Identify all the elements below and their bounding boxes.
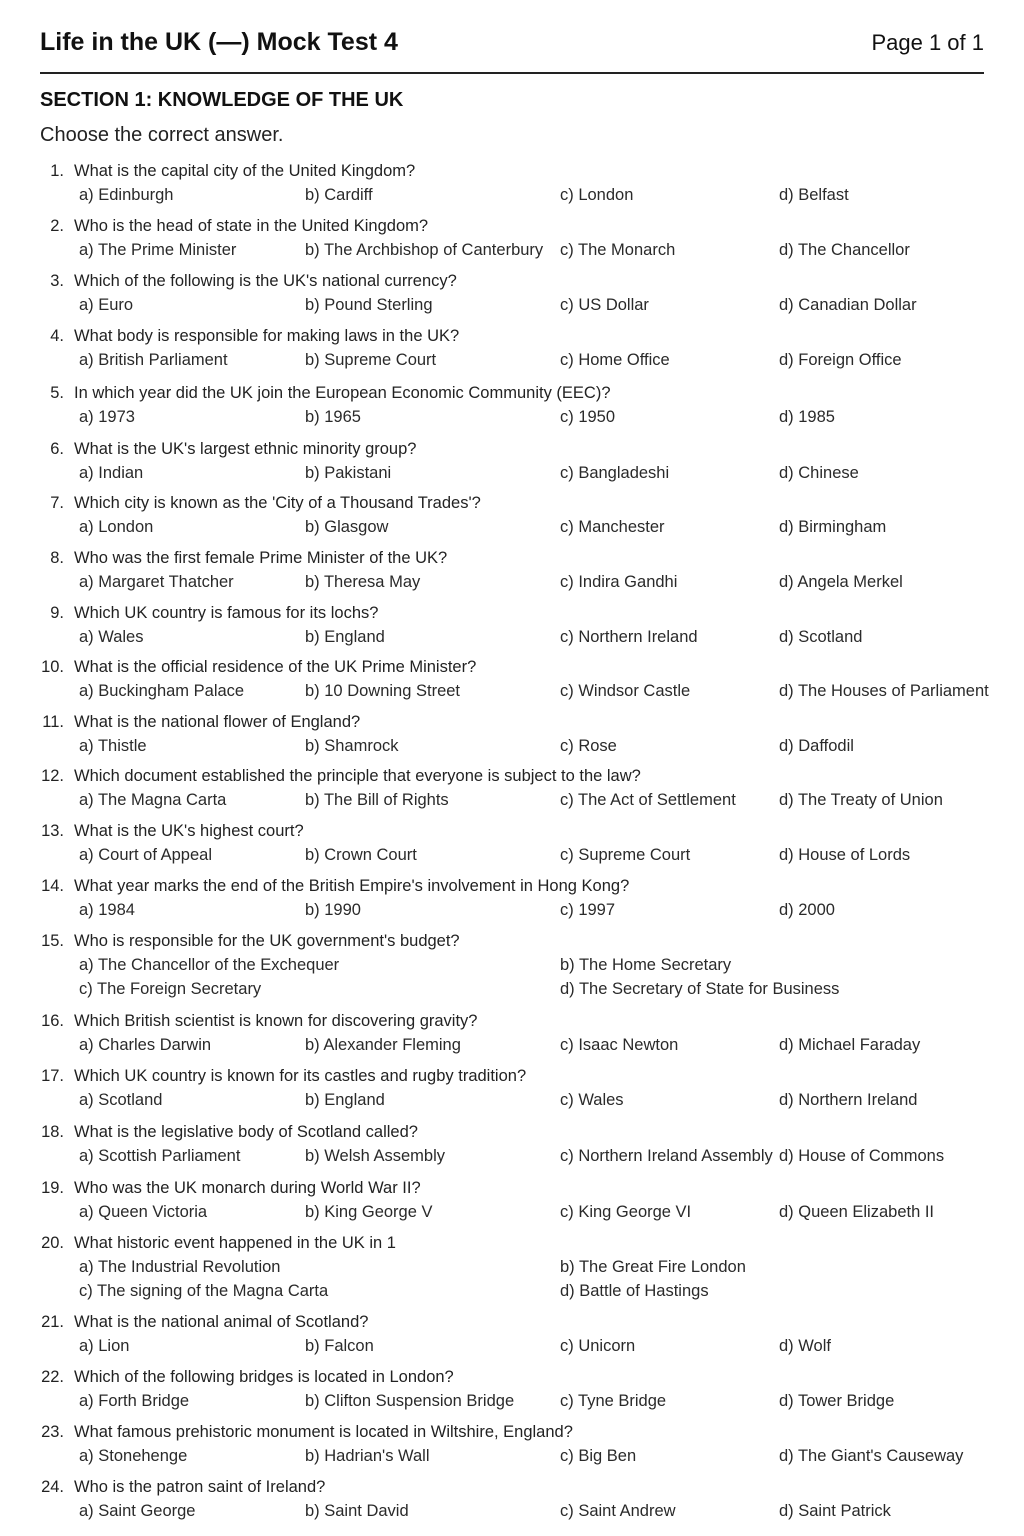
question-text: Who was the UK monarch during World War II?: [74, 1179, 421, 1197]
answer-option[interactable]: c) Wales: [560, 1091, 624, 1109]
document-title: Life in the UK (—) Mock Test 4: [40, 28, 398, 56]
answer-option[interactable]: b) Welsh Assembly: [305, 1147, 445, 1165]
answer-option[interactable]: c) Unicorn: [560, 1337, 636, 1355]
answer-option[interactable]: d) 2000: [779, 901, 835, 919]
question-number: 10.: [41, 658, 64, 676]
answer-option[interactable]: d) Saint Patrick: [779, 1502, 891, 1520]
answer-option[interactable]: d) The Houses of Parliament: [779, 682, 989, 700]
answer-option[interactable]: c) Rose: [560, 737, 617, 755]
answer-option[interactable]: a) Court of Appeal: [79, 846, 212, 864]
question-text: Who is the patron saint of Ireland?: [74, 1478, 326, 1496]
answer-option[interactable]: d) House of Lords: [779, 846, 911, 864]
answer-option[interactable]: c) King George VI: [560, 1203, 692, 1221]
answer-option[interactable]: a) The Magna Carta: [79, 791, 227, 809]
question-number: 5.: [50, 384, 64, 402]
question-text: What body is responsible for making laws in the UK?: [74, 327, 460, 345]
answer-option[interactable]: c) Indira Gandhi: [560, 573, 678, 591]
answer-option[interactable]: b) The Archbishop of Canterbury: [305, 241, 544, 259]
answer-option[interactable]: d) Battle of Hastings: [560, 1282, 709, 1300]
answer-option[interactable]: a) London: [79, 518, 154, 536]
question-number: 1.: [50, 162, 64, 180]
answer-option[interactable]: b) 1990: [305, 901, 361, 919]
question-text: What year marks the end of the British Empire's involvement in Hong Kong?: [74, 877, 630, 895]
question-text: Which city is known as the 'City of a Thousand Trades'?: [74, 494, 481, 512]
answer-option[interactable]: a) Lion: [79, 1337, 130, 1355]
instructions: Choose the correct answer.: [40, 124, 284, 146]
question-number: 15.: [41, 932, 64, 950]
answer-option[interactable]: a) Stonehenge: [79, 1447, 188, 1465]
answer-option[interactable]: c) London: [560, 186, 634, 204]
question-text: Which UK country is known for its castles and rugby tradition?: [74, 1067, 527, 1085]
question-number: 7.: [50, 494, 64, 512]
question-number: 14.: [41, 877, 64, 895]
question-text: What is the UK's highest court?: [74, 822, 304, 840]
question-text: Which document established the principle that everyone is subject to the law?: [74, 767, 641, 785]
question-number: 11.: [42, 713, 64, 731]
header-divider: [40, 72, 984, 74]
answer-option[interactable]: d) The Secretary of State for Business: [560, 980, 840, 998]
answer-option[interactable]: b) Glasgow: [305, 518, 389, 536]
question-text: Which UK country is famous for its lochs?: [74, 604, 379, 622]
answer-option[interactable]: a) Charles Darwin: [79, 1036, 212, 1054]
answer-option[interactable]: a) Indian: [79, 464, 144, 482]
question-text: Which of the following is the UK's national currency?: [74, 272, 457, 290]
question-text: Which of the following bridges is located in London?: [74, 1368, 454, 1386]
answer-option[interactable]: a) Queen Victoria: [79, 1203, 208, 1221]
answer-option[interactable]: c) Windsor Castle: [560, 682, 691, 700]
page-number: Page 1 of 1: [871, 30, 984, 55]
answer-option[interactable]: c) Manchester: [560, 518, 665, 536]
answer-option[interactable]: b) Alexander Fleming: [305, 1036, 461, 1054]
page-header: [40, 28, 984, 74]
question-number: 3.: [50, 272, 64, 290]
answer-option[interactable]: b) Saint David: [305, 1502, 409, 1520]
answer-option[interactable]: c) Northern Ireland Assembly: [560, 1147, 773, 1165]
question-number: 24.: [41, 1478, 64, 1496]
question-number: 22.: [41, 1368, 64, 1386]
question-number: 23.: [41, 1423, 64, 1441]
answer-option[interactable]: b) Supreme Court: [305, 351, 437, 369]
answer-option[interactable]: d) Angela Merkel: [779, 573, 903, 591]
answer-option[interactable]: b) Hadrian's Wall: [305, 1447, 430, 1465]
answer-option[interactable]: a) The Industrial Revolution: [79, 1258, 281, 1276]
question-number: 2.: [50, 217, 64, 235]
answer-option[interactable]: c) Saint Andrew: [560, 1502, 676, 1520]
answer-option[interactable]: a) 1984: [79, 901, 135, 919]
answer-option[interactable]: c) Supreme Court: [560, 846, 691, 864]
answer-option[interactable]: c) Northern Ireland: [560, 628, 698, 646]
answer-option[interactable]: d) Michael Faraday: [779, 1036, 921, 1054]
answer-option[interactable]: a) The Prime Minister: [79, 241, 237, 259]
question-text: Who is the head of state in the United Kingdom?: [74, 217, 429, 235]
answer-option[interactable]: c) Big Ben: [560, 1447, 637, 1465]
question-number: 12.: [41, 767, 64, 785]
question-number: 18.: [41, 1123, 64, 1141]
answer-option[interactable]: b) 1965: [305, 408, 361, 426]
question-text: What is the legislative body of Scotland called?: [74, 1123, 418, 1141]
answer-option[interactable]: b) The Bill of Rights: [305, 791, 449, 809]
answer-option[interactable]: d) Foreign Office: [779, 351, 902, 369]
question-text: In which year did the UK join the European Economic Community (EEC)?: [74, 384, 611, 402]
answer-option[interactable]: b) The Great Fire London: [560, 1258, 746, 1276]
answer-option[interactable]: b) England: [305, 1091, 385, 1109]
answer-option[interactable]: a) 1973: [79, 408, 135, 426]
answer-option[interactable]: b) Cardiff: [305, 186, 373, 204]
answer-option[interactable]: d) Canadian Dollar: [779, 296, 917, 314]
question-text: What is the national animal of Scotland?: [74, 1313, 369, 1331]
answer-option[interactable]: b) 10 Downing Street: [305, 682, 461, 700]
question-text: What is the capital city of the United Kingdom?: [74, 162, 416, 180]
answer-option[interactable]: a) Margaret Thatcher: [79, 573, 234, 591]
answer-option[interactable]: b) King George V: [305, 1203, 433, 1221]
answer-option[interactable]: c) The signing of the Magna Carta: [79, 1282, 329, 1300]
answer-option[interactable]: d) Wolf: [779, 1337, 831, 1355]
answer-option[interactable]: d) Chinese: [779, 464, 859, 482]
question-number: 16.: [41, 1012, 64, 1030]
question-number: 6.: [50, 440, 64, 458]
answer-option[interactable]: b) Theresa May: [305, 573, 421, 591]
answer-option[interactable]: c) US Dollar: [560, 296, 649, 314]
answer-option[interactable]: c) 1950: [560, 408, 616, 426]
answer-option[interactable]: b) Crown Court: [305, 846, 417, 864]
answer-option[interactable]: d) House of Commons: [779, 1147, 945, 1165]
answer-option[interactable]: d) The Treaty of Union: [779, 791, 943, 809]
question-number: 4.: [50, 327, 64, 345]
answer-option[interactable]: c) The Act of Settlement: [560, 791, 736, 809]
answer-option[interactable]: c) Bangladeshi: [560, 464, 670, 482]
answer-option[interactable]: d) Scotland: [779, 628, 863, 646]
answer-option[interactable]: a) Thistle: [79, 737, 147, 755]
answer-option[interactable]: d) Tower Bridge: [779, 1392, 895, 1410]
answer-option[interactable]: b) Pakistani: [305, 464, 392, 482]
answer-option[interactable]: d) Belfast: [779, 186, 849, 204]
question-text: What famous prehistoric monument is located in Wiltshire, England?: [74, 1423, 573, 1441]
answer-option[interactable]: a) Scotland: [79, 1091, 163, 1109]
answer-option[interactable]: b) Pound Sterling: [305, 296, 433, 314]
answer-option[interactable]: d) Daffodil: [779, 737, 854, 755]
question-number: 13.: [41, 822, 64, 840]
question-text: What is the official residence of the UK Prime Minister?: [74, 658, 477, 676]
question-text: Who is responsible for the UK government's budget?: [74, 932, 460, 950]
answer-option[interactable]: c) The Foreign Secretary: [79, 980, 262, 998]
answer-option[interactable]: b) England: [305, 628, 385, 646]
question-text: What is the UK's largest ethnic minority group?: [74, 440, 417, 458]
answer-option[interactable]: a) Wales: [79, 628, 144, 646]
answer-option[interactable]: b) Shamrock: [305, 737, 399, 755]
answer-option[interactable]: a) Buckingham Palace: [79, 682, 245, 700]
answer-option[interactable]: d) The Chancellor: [779, 241, 910, 259]
question-number: 9.: [50, 604, 64, 622]
question-number: 8.: [50, 549, 64, 567]
answer-option[interactable]: b) Clifton Suspension Bridge: [305, 1392, 515, 1410]
question-number: 21.: [41, 1313, 64, 1331]
answer-option[interactable]: a) Edinburgh: [79, 186, 174, 204]
answer-option[interactable]: a) British Parliament: [79, 351, 228, 369]
question-text: Which British scientist is known for discovering gravity?: [74, 1012, 478, 1030]
answer-option[interactable]: a) Forth Bridge: [79, 1392, 190, 1410]
answer-option[interactable]: d) Birmingham: [779, 518, 887, 536]
question-number: 17.: [41, 1067, 64, 1085]
section-title: SECTION 1: KNOWLEDGE OF THE UK: [40, 89, 404, 111]
question-number: 19.: [41, 1179, 64, 1197]
answer-option[interactable]: d) Queen Elizabeth II: [779, 1203, 935, 1221]
answer-option[interactable]: c) The Monarch: [560, 241, 676, 259]
answer-option[interactable]: c) Isaac Newton: [560, 1036, 679, 1054]
answer-option[interactable]: a) The Chancellor of the Exchequer: [79, 956, 340, 974]
answer-option[interactable]: c) 1997: [560, 901, 616, 919]
answer-option[interactable]: a) Scottish Parliament: [79, 1147, 241, 1165]
question-number: 20.: [41, 1234, 64, 1252]
question-text: Who was the first female Prime Minister of the UK?: [74, 549, 448, 567]
answer-option[interactable]: c) Home Office: [560, 351, 670, 369]
answer-option[interactable]: a) Saint George: [79, 1502, 196, 1520]
answer-option[interactable]: c) Tyne Bridge: [560, 1392, 667, 1410]
answer-option[interactable]: d) Northern Ireland: [779, 1091, 918, 1109]
question-text: What historic event happened in the UK in 1: [74, 1234, 396, 1252]
answer-option[interactable]: d) The Giant's Causeway: [779, 1447, 964, 1465]
question-text: What is the national flower of England?: [74, 713, 361, 731]
answer-option[interactable]: b) The Home Secretary: [560, 956, 732, 974]
answer-option[interactable]: b) Falcon: [305, 1337, 374, 1355]
answer-option[interactable]: d) 1985: [779, 408, 835, 426]
answer-option[interactable]: a) Euro: [79, 296, 134, 314]
